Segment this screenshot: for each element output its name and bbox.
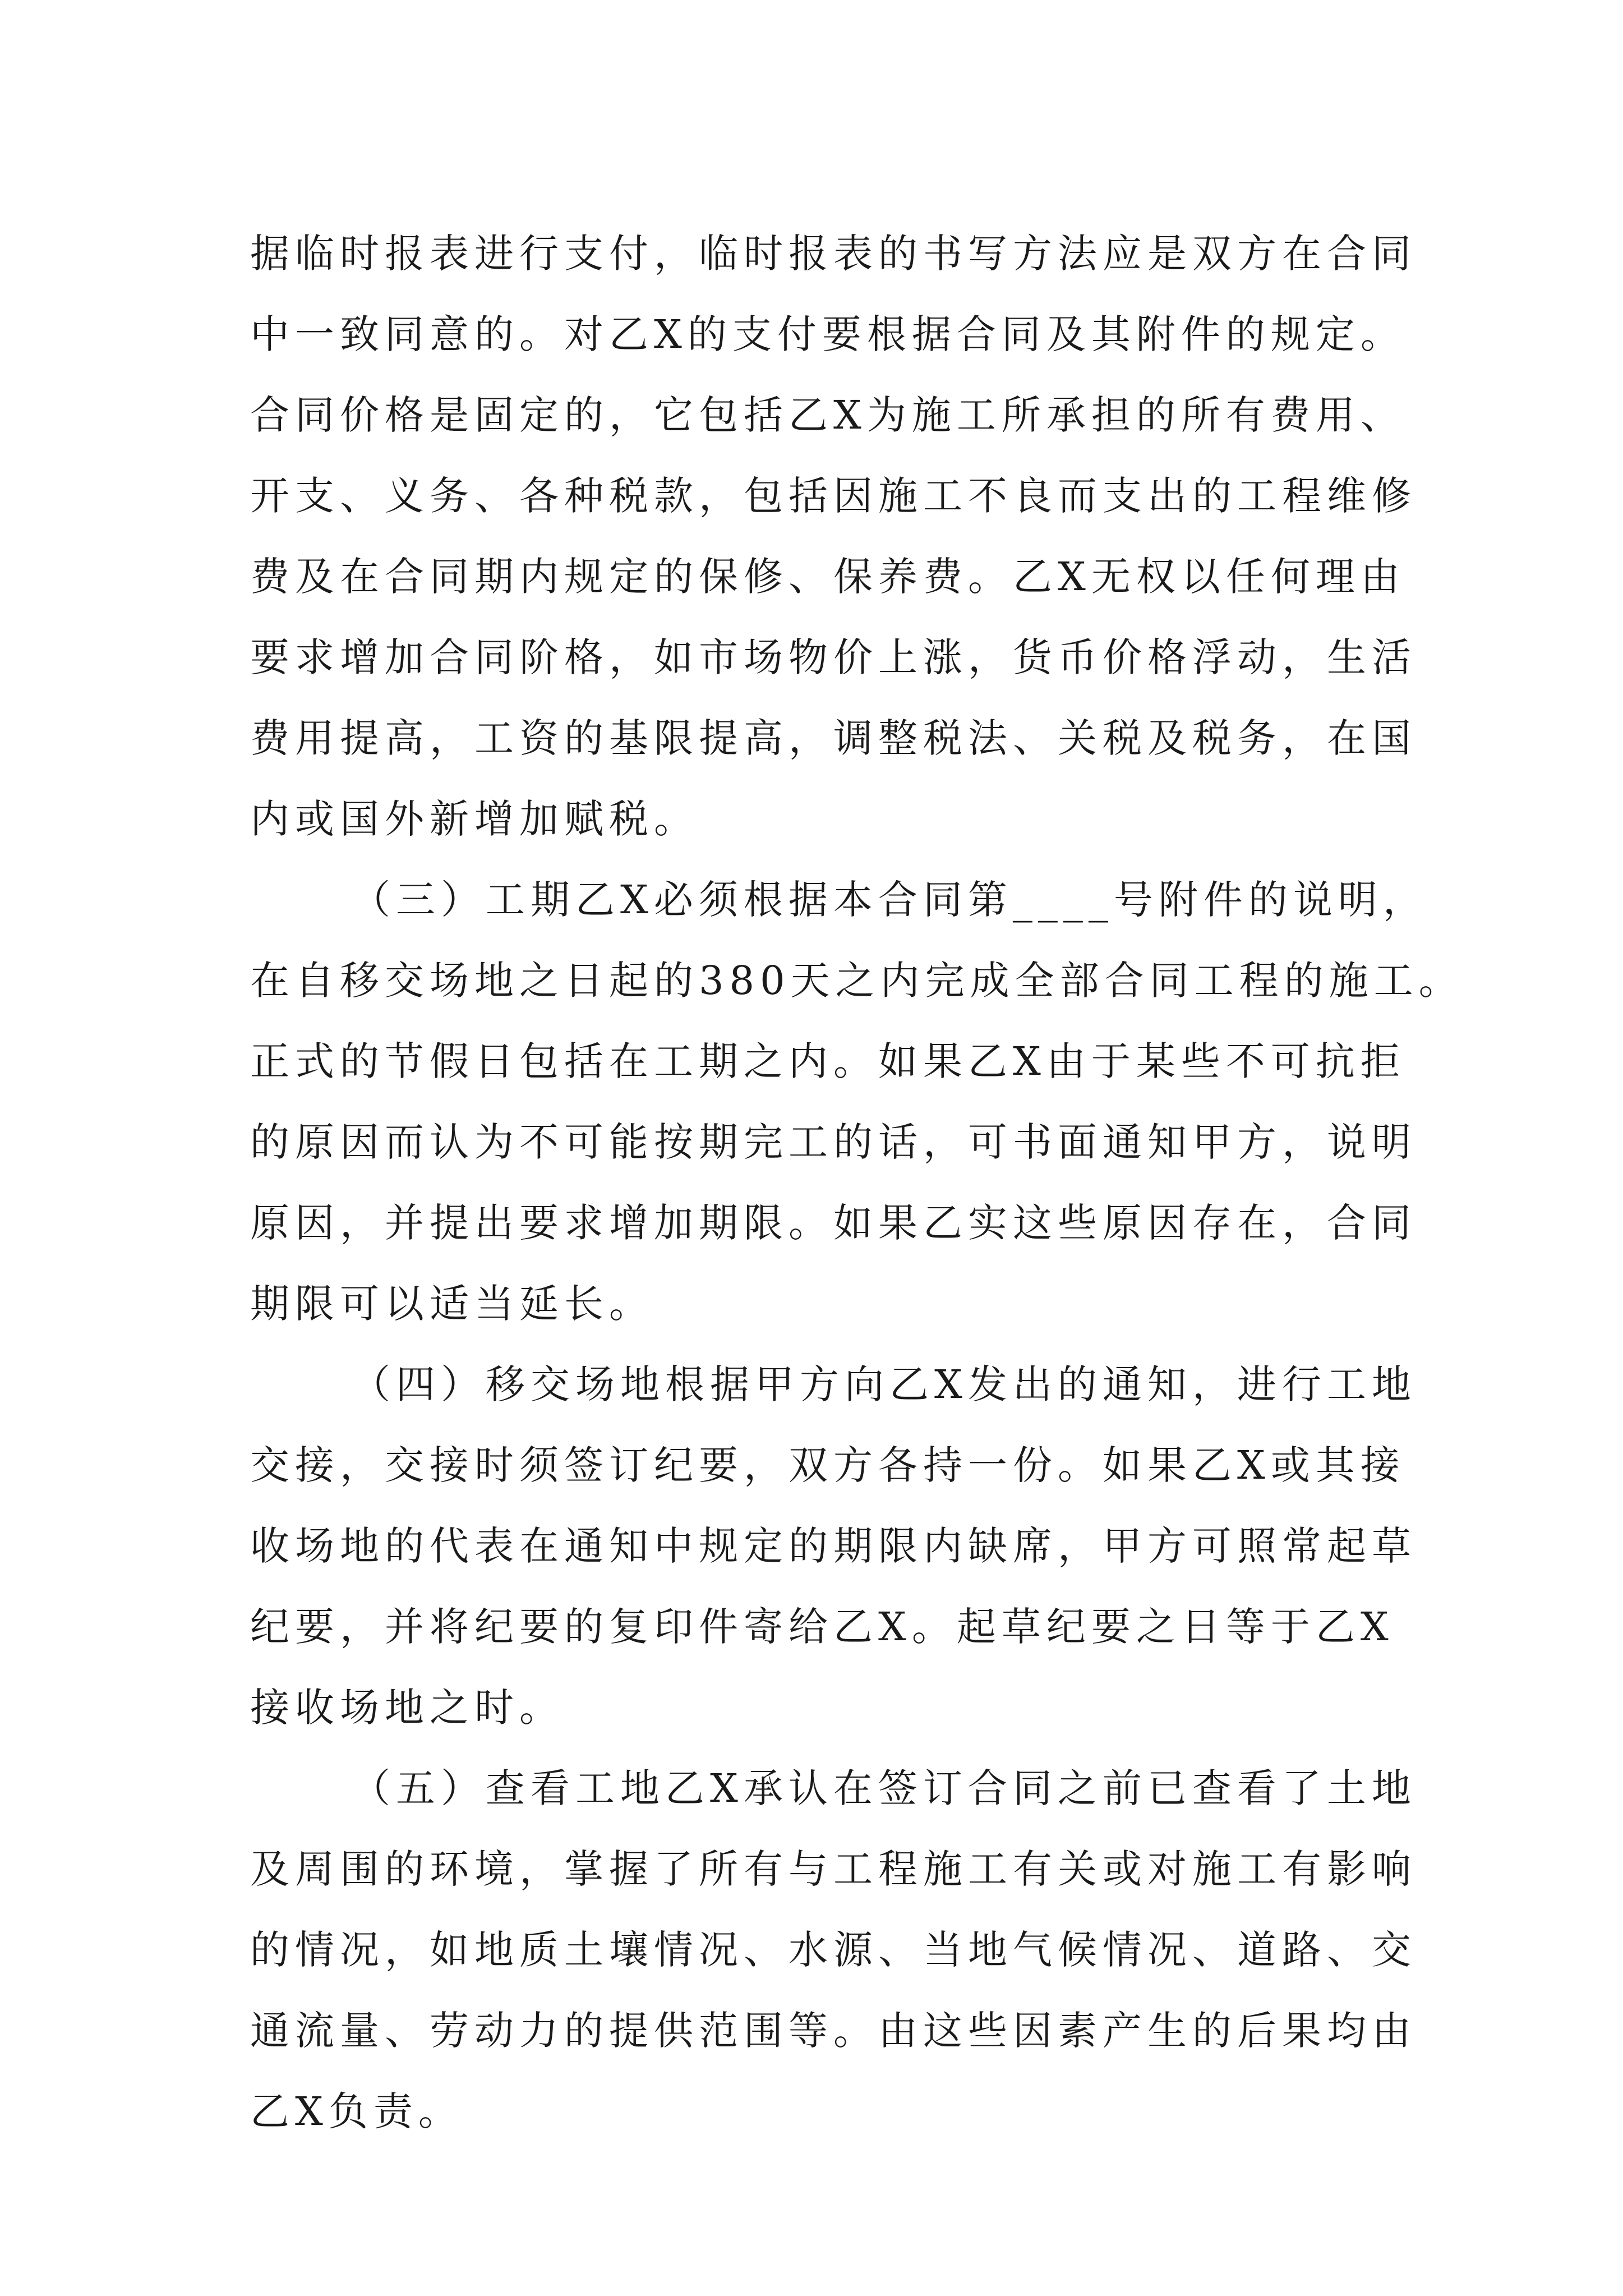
section-heading-line: （三）工期乙X必须根据本合同第____号附件的说明， bbox=[351, 877, 1428, 923]
text-line: 的原因而认为不可能按期完工的话，可书面通知甲方，说明 bbox=[250, 1119, 1417, 1165]
text-line: 通流量、劳动力的提供范围等。由这些因素产生的后果均由 bbox=[250, 2008, 1417, 2054]
contract-text bbox=[250, 213, 1464, 2152]
section-heading-line: （五）查看工地乙X承认在签订合同之前已查看了土地 bbox=[351, 1765, 1417, 1811]
text-line: 的情况，如地质土壤情况、水源、当地气候情况、道路、交 bbox=[250, 1927, 1417, 1973]
text-line: 收场地的代表在通知中规定的期限内缺席，甲方可照常起草 bbox=[250, 1523, 1417, 1569]
text-line: 内或国外新增加赋税。 bbox=[250, 796, 699, 842]
text-line: 原因，并提出要求增加期限。如果乙实这些原因存在，合同 bbox=[250, 1200, 1417, 1246]
text-line: 及周围的环境，掌握了所有与工程施工有关或对施工有影响 bbox=[250, 1846, 1417, 1892]
text-line: 在自移交场地之日起的380天之内完成全部合同工程的施工。 bbox=[250, 958, 1464, 1004]
text-line: 据临时报表进行支付，临时报表的书写方法应是双方在合同 bbox=[250, 231, 1417, 277]
text-line: 乙X负责。 bbox=[250, 2088, 463, 2134]
text-line: 费用提高，工资的基限提高，调整税法、关税及税务，在国 bbox=[250, 715, 1417, 761]
section-heading-line: （四）移交场地根据甲方向乙X发出的通知，进行工地 bbox=[351, 1361, 1417, 1407]
text-line: 交接，交接时须签订纪要，双方各持一份。如果乙X或其接 bbox=[250, 1442, 1405, 1488]
text-line: 要求增加合同阶格，如市场物价上涨，货币价格浮动，生活 bbox=[250, 634, 1417, 680]
text-line: 接收场地之时。 bbox=[250, 1685, 564, 1731]
text-line: 费及在合同期内规定的保修、保养费。乙X无权以任何理由 bbox=[250, 554, 1405, 600]
text-line: 期限可以适当延长。 bbox=[250, 1281, 654, 1327]
text-line: 合同价格是固定的，它包括乙X为施工所承担的所有费用、 bbox=[250, 392, 1405, 438]
text-line: 开支、义务、各种税款，包括因施工不良而支出的工程维修 bbox=[250, 473, 1417, 519]
text-line: 纪要，并将纪要的复印件寄给乙X。起草纪要之日等于乙X bbox=[250, 1604, 1394, 1650]
text-line: 中一致同意的。对乙X的支付要根据合同及其附件的规定。 bbox=[250, 311, 1405, 357]
text-line: 正式的节假日包括在工期之内。如果乙X由于某些不可抗拒 bbox=[250, 1038, 1405, 1084]
